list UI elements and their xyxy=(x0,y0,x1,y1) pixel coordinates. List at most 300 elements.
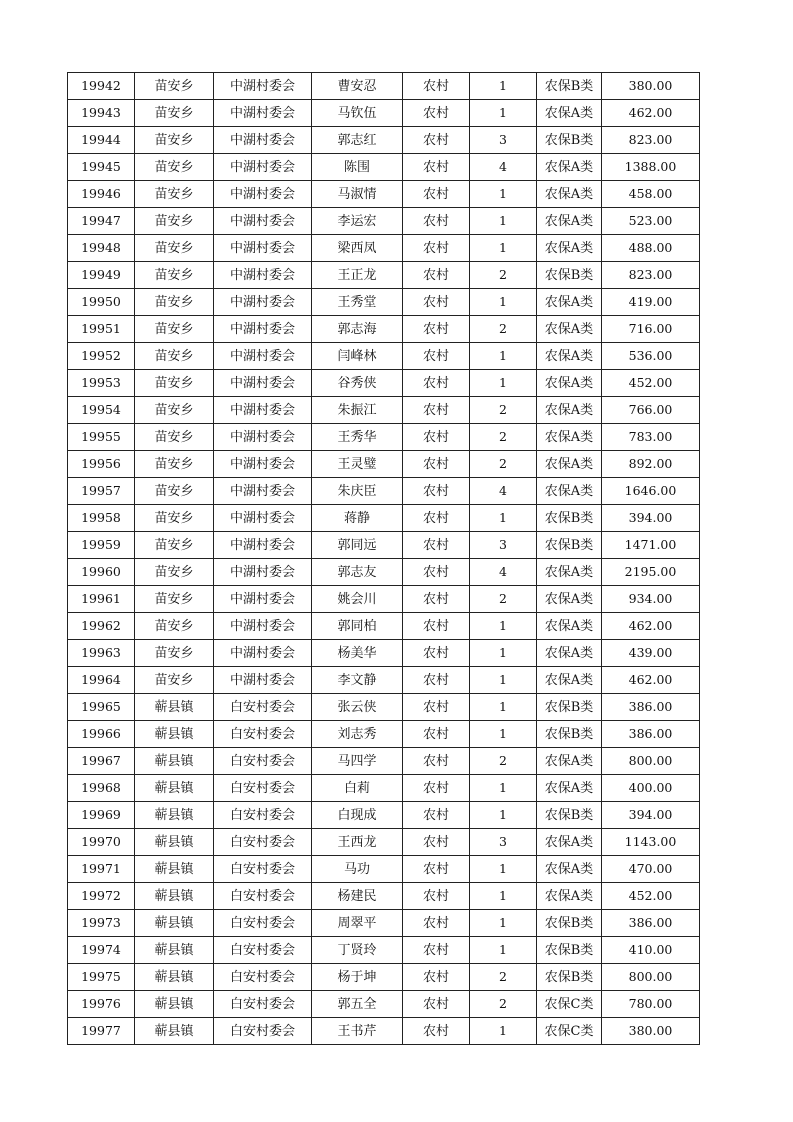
township-cell: 蕲县镇 xyxy=(135,721,214,748)
insurance-category-cell: 农保B类 xyxy=(537,937,602,964)
amount-cell: 780.00 xyxy=(602,991,700,1018)
table-row xyxy=(68,640,700,667)
family-size-cell: 1 xyxy=(470,856,537,883)
township-cell: 苗安乡 xyxy=(135,397,214,424)
serial-number-cell: 19946 xyxy=(68,181,135,208)
insurance-category-cell: 农保A类 xyxy=(537,451,602,478)
household-type-cell: 农村 xyxy=(403,505,470,532)
amount-cell: 439.00 xyxy=(602,640,700,667)
village-committee-cell: 白安村委会 xyxy=(214,829,312,856)
family-size-cell: 2 xyxy=(470,991,537,1018)
family-size-cell: 2 xyxy=(470,262,537,289)
household-type-cell: 农村 xyxy=(403,748,470,775)
family-size-cell: 1 xyxy=(470,667,537,694)
township-cell: 蕲县镇 xyxy=(135,829,214,856)
village-committee-cell: 中湖村委会 xyxy=(214,451,312,478)
amount-cell: 458.00 xyxy=(602,181,700,208)
insurance-category-cell: 农保A类 xyxy=(537,613,602,640)
table-row xyxy=(68,532,700,559)
person-name-cell: 王灵璧 xyxy=(312,451,403,478)
person-name-cell: 马功 xyxy=(312,856,403,883)
insurance-category-cell: 农保A类 xyxy=(537,883,602,910)
village-committee-cell: 中湖村委会 xyxy=(214,73,312,100)
insurance-category-cell: 农保B类 xyxy=(537,694,602,721)
village-committee-cell: 中湖村委会 xyxy=(214,262,312,289)
household-type-cell: 农村 xyxy=(403,964,470,991)
household-type-cell: 农村 xyxy=(403,991,470,1018)
serial-number-cell: 19972 xyxy=(68,883,135,910)
village-committee-cell: 中湖村委会 xyxy=(214,397,312,424)
township-cell: 苗安乡 xyxy=(135,235,214,262)
township-cell: 苗安乡 xyxy=(135,451,214,478)
serial-number-cell: 19959 xyxy=(68,532,135,559)
serial-number-cell: 19956 xyxy=(68,451,135,478)
person-name-cell: 姚会川 xyxy=(312,586,403,613)
table-row xyxy=(68,775,700,802)
household-type-cell: 农村 xyxy=(403,235,470,262)
serial-number-cell: 19964 xyxy=(68,667,135,694)
table-row xyxy=(68,559,700,586)
household-type-cell: 农村 xyxy=(403,613,470,640)
family-size-cell: 1 xyxy=(470,505,537,532)
household-type-cell: 农村 xyxy=(403,586,470,613)
family-size-cell: 4 xyxy=(470,154,537,181)
family-size-cell: 2 xyxy=(470,451,537,478)
amount-cell: 488.00 xyxy=(602,235,700,262)
amount-cell: 452.00 xyxy=(602,370,700,397)
family-size-cell: 2 xyxy=(470,586,537,613)
serial-number-cell: 19961 xyxy=(68,586,135,613)
amount-cell: 1143.00 xyxy=(602,829,700,856)
person-name-cell: 刘志秀 xyxy=(312,721,403,748)
serial-number-cell: 19947 xyxy=(68,208,135,235)
person-name-cell: 王正龙 xyxy=(312,262,403,289)
person-name-cell: 蒋静 xyxy=(312,505,403,532)
household-type-cell: 农村 xyxy=(403,910,470,937)
serial-number-cell: 19944 xyxy=(68,127,135,154)
table-row xyxy=(68,235,700,262)
insurance-category-cell: 农保C类 xyxy=(537,1018,602,1045)
serial-number-cell: 19942 xyxy=(68,73,135,100)
township-cell: 苗安乡 xyxy=(135,73,214,100)
household-type-cell: 农村 xyxy=(403,127,470,154)
insurance-category-cell: 农保A类 xyxy=(537,235,602,262)
person-name-cell: 白莉 xyxy=(312,775,403,802)
person-name-cell: 李文静 xyxy=(312,667,403,694)
household-type-cell: 农村 xyxy=(403,262,470,289)
insurance-category-cell: 农保B类 xyxy=(537,721,602,748)
serial-number-cell: 19976 xyxy=(68,991,135,1018)
insurance-category-cell: 农保A类 xyxy=(537,154,602,181)
village-committee-cell: 白安村委会 xyxy=(214,721,312,748)
table-row xyxy=(68,613,700,640)
family-size-cell: 1 xyxy=(470,208,537,235)
family-size-cell: 1 xyxy=(470,937,537,964)
family-size-cell: 1 xyxy=(470,343,537,370)
amount-cell: 1388.00 xyxy=(602,154,700,181)
family-size-cell: 4 xyxy=(470,559,537,586)
serial-number-cell: 19977 xyxy=(68,1018,135,1045)
household-type-cell: 农村 xyxy=(403,100,470,127)
serial-number-cell: 19967 xyxy=(68,748,135,775)
township-cell: 蕲县镇 xyxy=(135,802,214,829)
household-type-cell: 农村 xyxy=(403,289,470,316)
village-committee-cell: 白安村委会 xyxy=(214,937,312,964)
township-cell: 蕲县镇 xyxy=(135,883,214,910)
person-name-cell: 王秀堂 xyxy=(312,289,403,316)
table-row xyxy=(68,478,700,505)
amount-cell: 716.00 xyxy=(602,316,700,343)
family-size-cell: 1 xyxy=(470,100,537,127)
serial-number-cell: 19958 xyxy=(68,505,135,532)
household-type-cell: 农村 xyxy=(403,154,470,181)
table-row xyxy=(68,100,700,127)
serial-number-cell: 19957 xyxy=(68,478,135,505)
household-type-cell: 农村 xyxy=(403,937,470,964)
insurance-category-cell: 农保A类 xyxy=(537,829,602,856)
person-name-cell: 李运宏 xyxy=(312,208,403,235)
amount-cell: 523.00 xyxy=(602,208,700,235)
household-type-cell: 农村 xyxy=(403,73,470,100)
family-size-cell: 1 xyxy=(470,235,537,262)
village-committee-cell: 中湖村委会 xyxy=(214,127,312,154)
household-type-cell: 农村 xyxy=(403,559,470,586)
township-cell: 苗安乡 xyxy=(135,532,214,559)
amount-cell: 1646.00 xyxy=(602,478,700,505)
village-committee-cell: 白安村委会 xyxy=(214,910,312,937)
table-row xyxy=(68,154,700,181)
household-type-cell: 农村 xyxy=(403,532,470,559)
insurance-category-cell: 农保A类 xyxy=(537,586,602,613)
township-cell: 苗安乡 xyxy=(135,667,214,694)
village-committee-cell: 白安村委会 xyxy=(214,748,312,775)
table-row xyxy=(68,262,700,289)
person-name-cell: 周翠平 xyxy=(312,910,403,937)
village-committee-cell: 中湖村委会 xyxy=(214,154,312,181)
table-row xyxy=(68,451,700,478)
insurance-category-cell: 农保A类 xyxy=(537,748,602,775)
serial-number-cell: 19963 xyxy=(68,640,135,667)
township-cell: 苗安乡 xyxy=(135,181,214,208)
serial-number-cell: 19948 xyxy=(68,235,135,262)
serial-number-cell: 19952 xyxy=(68,343,135,370)
village-committee-cell: 中湖村委会 xyxy=(214,559,312,586)
table-row xyxy=(68,937,700,964)
person-name-cell: 杨建民 xyxy=(312,883,403,910)
amount-cell: 1471.00 xyxy=(602,532,700,559)
amount-cell: 380.00 xyxy=(602,1018,700,1045)
table-row xyxy=(68,289,700,316)
person-name-cell: 曹安忍 xyxy=(312,73,403,100)
township-cell: 蕲县镇 xyxy=(135,964,214,991)
table-row xyxy=(68,964,700,991)
person-name-cell: 梁西凤 xyxy=(312,235,403,262)
insurance-category-cell: 农保B类 xyxy=(537,910,602,937)
table-row xyxy=(68,316,700,343)
person-name-cell: 杨于坤 xyxy=(312,964,403,991)
amount-cell: 536.00 xyxy=(602,343,700,370)
township-cell: 苗安乡 xyxy=(135,343,214,370)
insurance-category-cell: 农保A类 xyxy=(537,316,602,343)
household-type-cell: 农村 xyxy=(403,694,470,721)
family-size-cell: 2 xyxy=(470,316,537,343)
person-name-cell: 郭志红 xyxy=(312,127,403,154)
village-committee-cell: 中湖村委会 xyxy=(214,289,312,316)
insurance-category-cell: 农保A类 xyxy=(537,856,602,883)
township-cell: 蕲县镇 xyxy=(135,856,214,883)
insurance-category-cell: 农保B类 xyxy=(537,802,602,829)
person-name-cell: 郭五全 xyxy=(312,991,403,1018)
amount-cell: 892.00 xyxy=(602,451,700,478)
insurance-category-cell: 农保C类 xyxy=(537,991,602,1018)
township-cell: 苗安乡 xyxy=(135,289,214,316)
family-size-cell: 1 xyxy=(470,910,537,937)
household-type-cell: 农村 xyxy=(403,1018,470,1045)
township-cell: 蕲县镇 xyxy=(135,991,214,1018)
person-name-cell: 马四学 xyxy=(312,748,403,775)
household-type-cell: 农村 xyxy=(403,181,470,208)
family-size-cell: 2 xyxy=(470,397,537,424)
family-size-cell: 1 xyxy=(470,883,537,910)
household-type-cell: 农村 xyxy=(403,370,470,397)
township-cell: 苗安乡 xyxy=(135,640,214,667)
person-name-cell: 谷秀侠 xyxy=(312,370,403,397)
family-size-cell: 1 xyxy=(470,1018,537,1045)
table-row xyxy=(68,181,700,208)
family-size-cell: 1 xyxy=(470,613,537,640)
insurance-category-cell: 农保B类 xyxy=(537,505,602,532)
township-cell: 苗安乡 xyxy=(135,316,214,343)
person-name-cell: 陈围 xyxy=(312,154,403,181)
person-name-cell: 白现成 xyxy=(312,802,403,829)
family-size-cell: 1 xyxy=(470,181,537,208)
serial-number-cell: 19974 xyxy=(68,937,135,964)
table-row xyxy=(68,424,700,451)
household-type-cell: 农村 xyxy=(403,451,470,478)
household-type-cell: 农村 xyxy=(403,397,470,424)
person-name-cell: 杨美华 xyxy=(312,640,403,667)
insurance-category-cell: 农保A类 xyxy=(537,667,602,694)
village-committee-cell: 白安村委会 xyxy=(214,991,312,1018)
table-row xyxy=(68,397,700,424)
village-committee-cell: 中湖村委会 xyxy=(214,532,312,559)
serial-number-cell: 19971 xyxy=(68,856,135,883)
serial-number-cell: 19953 xyxy=(68,370,135,397)
amount-cell: 386.00 xyxy=(602,694,700,721)
township-cell: 苗安乡 xyxy=(135,154,214,181)
person-name-cell: 闫峰林 xyxy=(312,343,403,370)
table-row xyxy=(68,991,700,1018)
table-row xyxy=(68,1018,700,1045)
household-type-cell: 农村 xyxy=(403,208,470,235)
village-committee-cell: 中湖村委会 xyxy=(214,586,312,613)
village-committee-cell: 中湖村委会 xyxy=(214,100,312,127)
amount-cell: 800.00 xyxy=(602,964,700,991)
person-name-cell: 郭同柏 xyxy=(312,613,403,640)
family-size-cell: 1 xyxy=(470,73,537,100)
family-size-cell: 2 xyxy=(470,964,537,991)
insurance-category-cell: 农保A类 xyxy=(537,181,602,208)
insurance-category-cell: 农保A类 xyxy=(537,559,602,586)
insurance-category-cell: 农保B类 xyxy=(537,964,602,991)
family-size-cell: 1 xyxy=(470,370,537,397)
person-name-cell: 丁贤玲 xyxy=(312,937,403,964)
table-row xyxy=(68,802,700,829)
family-size-cell: 1 xyxy=(470,694,537,721)
family-size-cell: 3 xyxy=(470,532,537,559)
table-row xyxy=(68,73,700,100)
person-name-cell: 郭同远 xyxy=(312,532,403,559)
insurance-category-cell: 农保A类 xyxy=(537,640,602,667)
insurance-category-cell: 农保B类 xyxy=(537,532,602,559)
amount-cell: 470.00 xyxy=(602,856,700,883)
household-type-cell: 农村 xyxy=(403,640,470,667)
table-row xyxy=(68,667,700,694)
insurance-category-cell: 农保B类 xyxy=(537,127,602,154)
village-committee-cell: 白安村委会 xyxy=(214,883,312,910)
allowance-table xyxy=(67,72,700,1045)
insurance-category-cell: 农保B类 xyxy=(537,73,602,100)
household-type-cell: 农村 xyxy=(403,424,470,451)
serial-number-cell: 19965 xyxy=(68,694,135,721)
insurance-category-cell: 农保A类 xyxy=(537,208,602,235)
amount-cell: 452.00 xyxy=(602,883,700,910)
family-size-cell: 2 xyxy=(470,748,537,775)
amount-cell: 462.00 xyxy=(602,100,700,127)
amount-cell: 419.00 xyxy=(602,289,700,316)
insurance-category-cell: 农保A类 xyxy=(537,397,602,424)
township-cell: 苗安乡 xyxy=(135,505,214,532)
household-type-cell: 农村 xyxy=(403,667,470,694)
village-committee-cell: 中湖村委会 xyxy=(214,181,312,208)
township-cell: 蕲县镇 xyxy=(135,910,214,937)
insurance-category-cell: 农保A类 xyxy=(537,424,602,451)
household-type-cell: 农村 xyxy=(403,316,470,343)
household-type-cell: 农村 xyxy=(403,883,470,910)
village-committee-cell: 中湖村委会 xyxy=(214,640,312,667)
village-committee-cell: 中湖村委会 xyxy=(214,208,312,235)
village-committee-cell: 中湖村委会 xyxy=(214,370,312,397)
family-size-cell: 1 xyxy=(470,775,537,802)
table-row xyxy=(68,343,700,370)
amount-cell: 800.00 xyxy=(602,748,700,775)
family-size-cell: 3 xyxy=(470,829,537,856)
insurance-category-cell: 农保A类 xyxy=(537,775,602,802)
amount-cell: 386.00 xyxy=(602,910,700,937)
person-name-cell: 王西龙 xyxy=(312,829,403,856)
serial-number-cell: 19954 xyxy=(68,397,135,424)
household-type-cell: 农村 xyxy=(403,802,470,829)
village-committee-cell: 中湖村委会 xyxy=(214,478,312,505)
amount-cell: 2195.00 xyxy=(602,559,700,586)
amount-cell: 410.00 xyxy=(602,937,700,964)
serial-number-cell: 19943 xyxy=(68,100,135,127)
township-cell: 苗安乡 xyxy=(135,478,214,505)
family-size-cell: 1 xyxy=(470,289,537,316)
amount-cell: 386.00 xyxy=(602,721,700,748)
household-type-cell: 农村 xyxy=(403,856,470,883)
insurance-category-cell: 农保A类 xyxy=(537,100,602,127)
village-committee-cell: 中湖村委会 xyxy=(214,343,312,370)
serial-number-cell: 19945 xyxy=(68,154,135,181)
insurance-category-cell: 农保A类 xyxy=(537,343,602,370)
township-cell: 苗安乡 xyxy=(135,586,214,613)
village-committee-cell: 白安村委会 xyxy=(214,964,312,991)
village-committee-cell: 中湖村委会 xyxy=(214,613,312,640)
insurance-category-cell: 农保A类 xyxy=(537,370,602,397)
table-row xyxy=(68,856,700,883)
village-committee-cell: 中湖村委会 xyxy=(214,424,312,451)
amount-cell: 783.00 xyxy=(602,424,700,451)
township-cell: 蕲县镇 xyxy=(135,1018,214,1045)
serial-number-cell: 19951 xyxy=(68,316,135,343)
table-row xyxy=(68,505,700,532)
village-committee-cell: 白安村委会 xyxy=(214,1018,312,1045)
serial-number-cell: 19949 xyxy=(68,262,135,289)
table-row xyxy=(68,748,700,775)
village-committee-cell: 中湖村委会 xyxy=(214,505,312,532)
person-name-cell: 朱振江 xyxy=(312,397,403,424)
family-size-cell: 1 xyxy=(470,721,537,748)
township-cell: 苗安乡 xyxy=(135,613,214,640)
amount-cell: 394.00 xyxy=(602,802,700,829)
village-committee-cell: 中湖村委会 xyxy=(214,235,312,262)
insurance-category-cell: 农保B类 xyxy=(537,262,602,289)
township-cell: 苗安乡 xyxy=(135,100,214,127)
family-size-cell: 2 xyxy=(470,424,537,451)
serial-number-cell: 19955 xyxy=(68,424,135,451)
household-type-cell: 农村 xyxy=(403,478,470,505)
serial-number-cell: 19960 xyxy=(68,559,135,586)
family-size-cell: 3 xyxy=(470,127,537,154)
person-name-cell: 马淑情 xyxy=(312,181,403,208)
village-committee-cell: 白安村委会 xyxy=(214,802,312,829)
insurance-category-cell: 农保A类 xyxy=(537,478,602,505)
serial-number-cell: 19970 xyxy=(68,829,135,856)
family-size-cell: 4 xyxy=(470,478,537,505)
village-committee-cell: 中湖村委会 xyxy=(214,316,312,343)
village-committee-cell: 中湖村委会 xyxy=(214,667,312,694)
amount-cell: 462.00 xyxy=(602,613,700,640)
family-size-cell: 1 xyxy=(470,802,537,829)
township-cell: 苗安乡 xyxy=(135,424,214,451)
person-name-cell: 王书芹 xyxy=(312,1018,403,1045)
insurance-category-cell: 农保A类 xyxy=(537,289,602,316)
amount-cell: 380.00 xyxy=(602,73,700,100)
township-cell: 苗安乡 xyxy=(135,370,214,397)
family-size-cell: 1 xyxy=(470,640,537,667)
table-body xyxy=(68,73,700,1045)
household-type-cell: 农村 xyxy=(403,775,470,802)
serial-number-cell: 19973 xyxy=(68,910,135,937)
township-cell: 苗安乡 xyxy=(135,127,214,154)
amount-cell: 462.00 xyxy=(602,667,700,694)
person-name-cell: 郭志海 xyxy=(312,316,403,343)
table-row xyxy=(68,208,700,235)
amount-cell: 934.00 xyxy=(602,586,700,613)
person-name-cell: 王秀华 xyxy=(312,424,403,451)
amount-cell: 823.00 xyxy=(602,127,700,154)
table-row xyxy=(68,829,700,856)
household-type-cell: 农村 xyxy=(403,721,470,748)
person-name-cell: 张云侠 xyxy=(312,694,403,721)
serial-number-cell: 19968 xyxy=(68,775,135,802)
township-cell: 苗安乡 xyxy=(135,559,214,586)
amount-cell: 823.00 xyxy=(602,262,700,289)
township-cell: 蕲县镇 xyxy=(135,694,214,721)
person-name-cell: 郭志友 xyxy=(312,559,403,586)
person-name-cell: 朱庆臣 xyxy=(312,478,403,505)
